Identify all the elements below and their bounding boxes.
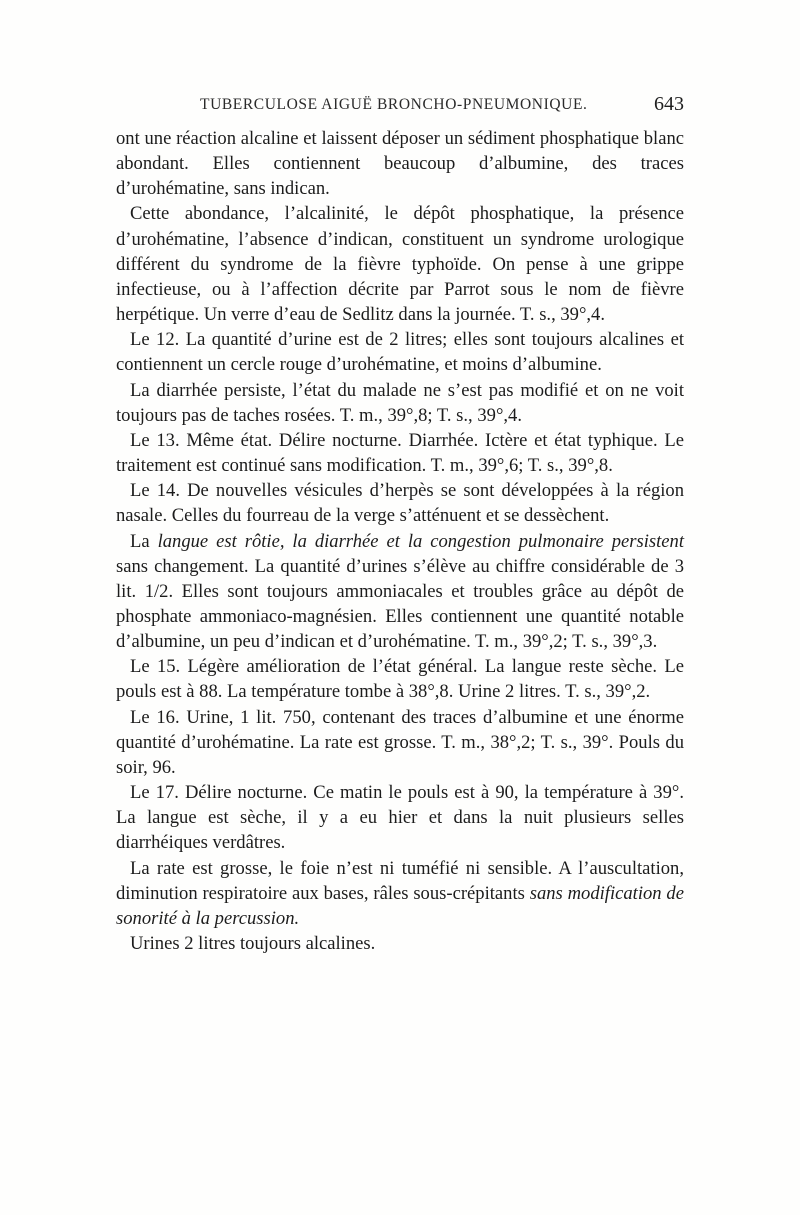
text-run: Le 15. Légère amélioration de l’état général. La langue reste sèche. Le pouls est à 88. La température tombe à 38°,8. Urine 2 litres. T. s., 39°,2. xyxy=(116,656,684,703)
paragraph xyxy=(116,428,684,478)
text-run: Le 13. Même état. Délire nocturne. Diarrhée. Ictère et état typhique. Le traitement est continué sans modification. T. m., 39°,6; T. s., 39°,8. xyxy=(116,429,684,477)
paragraph xyxy=(116,931,684,956)
text-run: Urines 2 litres toujours alcalines. xyxy=(130,933,376,954)
page-number: 643 xyxy=(654,93,684,115)
paragraph xyxy=(116,529,684,655)
text-run: Le 16. Urine, 1 lit. 750, contenant des traces d’albumine et une énorme quantité d’urohématine. La rate est grosse. T. m., 38°,2; T. s., 39°. Pouls du soir, 96. xyxy=(116,706,684,778)
text-run: sans changement. La quantité d’urines s’élève au chiffre considérable de 3 lit. 1/2. Elles sont toujours ammoniacales et troubles grâce au dépôt de phosphate ammoniaco-magnésien. Elles contiennent une quantité notable d’albumine, un peu d’indican et d’urohématine. T. m., 39°,2; T. s., 39°,3. xyxy=(116,555,684,653)
running-head xyxy=(116,93,684,120)
paragraph xyxy=(116,654,684,704)
paragraph xyxy=(116,478,684,528)
text-run: ont une réaction alcaline et laissent déposer un sédiment phosphatique blanc abondant. Elles contiennent beaucoup d’albumine, des traces d’urohématine, sans indican. xyxy=(116,128,684,200)
running-title: TUBERCULOSE AIGUË BRONCHO-PNEUMONIQUE. xyxy=(200,96,588,113)
text-run: La xyxy=(130,530,158,552)
paragraph xyxy=(116,201,684,327)
text-run: Cette abondance, l’alcalinité, le dépôt phosphatique, la présence d’urohématine, l’absence d’indican, constituent un syndrome urologique différent du syndrome de la fièvre typhoïde. On pense à une grippe infectieuse, ou à l’affection décrite par Parrot sous le nom de fièvre herpétique. Un verre d’eau de Sedlitz dans la journée. T. s., 39°,4. xyxy=(116,203,684,326)
paragraph xyxy=(116,780,684,855)
paragraph xyxy=(116,856,684,931)
italic-text-run: langue est rôtie, la diarrhée et la congestion pulmonaire persistent xyxy=(157,530,685,552)
paragraph xyxy=(116,126,684,201)
italic-text-run: sans modification de sonorité à la percussion. xyxy=(116,882,684,929)
paragraph xyxy=(116,705,684,780)
text-run: La diarrhée persiste, l’état du malade ne s’est pas modifié et on ne voit toujours pas de taches rosées. T. m., 39°,8; T. s., 39°,4. xyxy=(116,379,684,426)
body-text xyxy=(116,126,684,956)
text-run: Le 12. La quantité d’urine est de 2 litres; elles sont toujours alcalines et contiennent un cercle rouge d’urohématine, et moins d’albumine. xyxy=(116,329,684,376)
text-run: La rate est grosse, le foie n’est ni tuméfié ni sensible. A l’auscultation, diminution respiratoire aux bases, râles sous-crépitants xyxy=(116,857,684,904)
paragraph xyxy=(116,378,684,428)
text-run: Le 14. De nouvelles vésicules d’herpès se sont développées à la région nasale. Celles du fourreau de la verge s’atténuent et se dessèchent. xyxy=(116,480,684,527)
paragraph xyxy=(116,327,684,377)
text-run: Le 17. Délire nocturne. Ce matin le pouls est à 90, la température à 39°. La langue est sèche, il y a eu hier et dans la nuit plusieurs selles diarrhéiques verdâtres. xyxy=(116,782,684,854)
